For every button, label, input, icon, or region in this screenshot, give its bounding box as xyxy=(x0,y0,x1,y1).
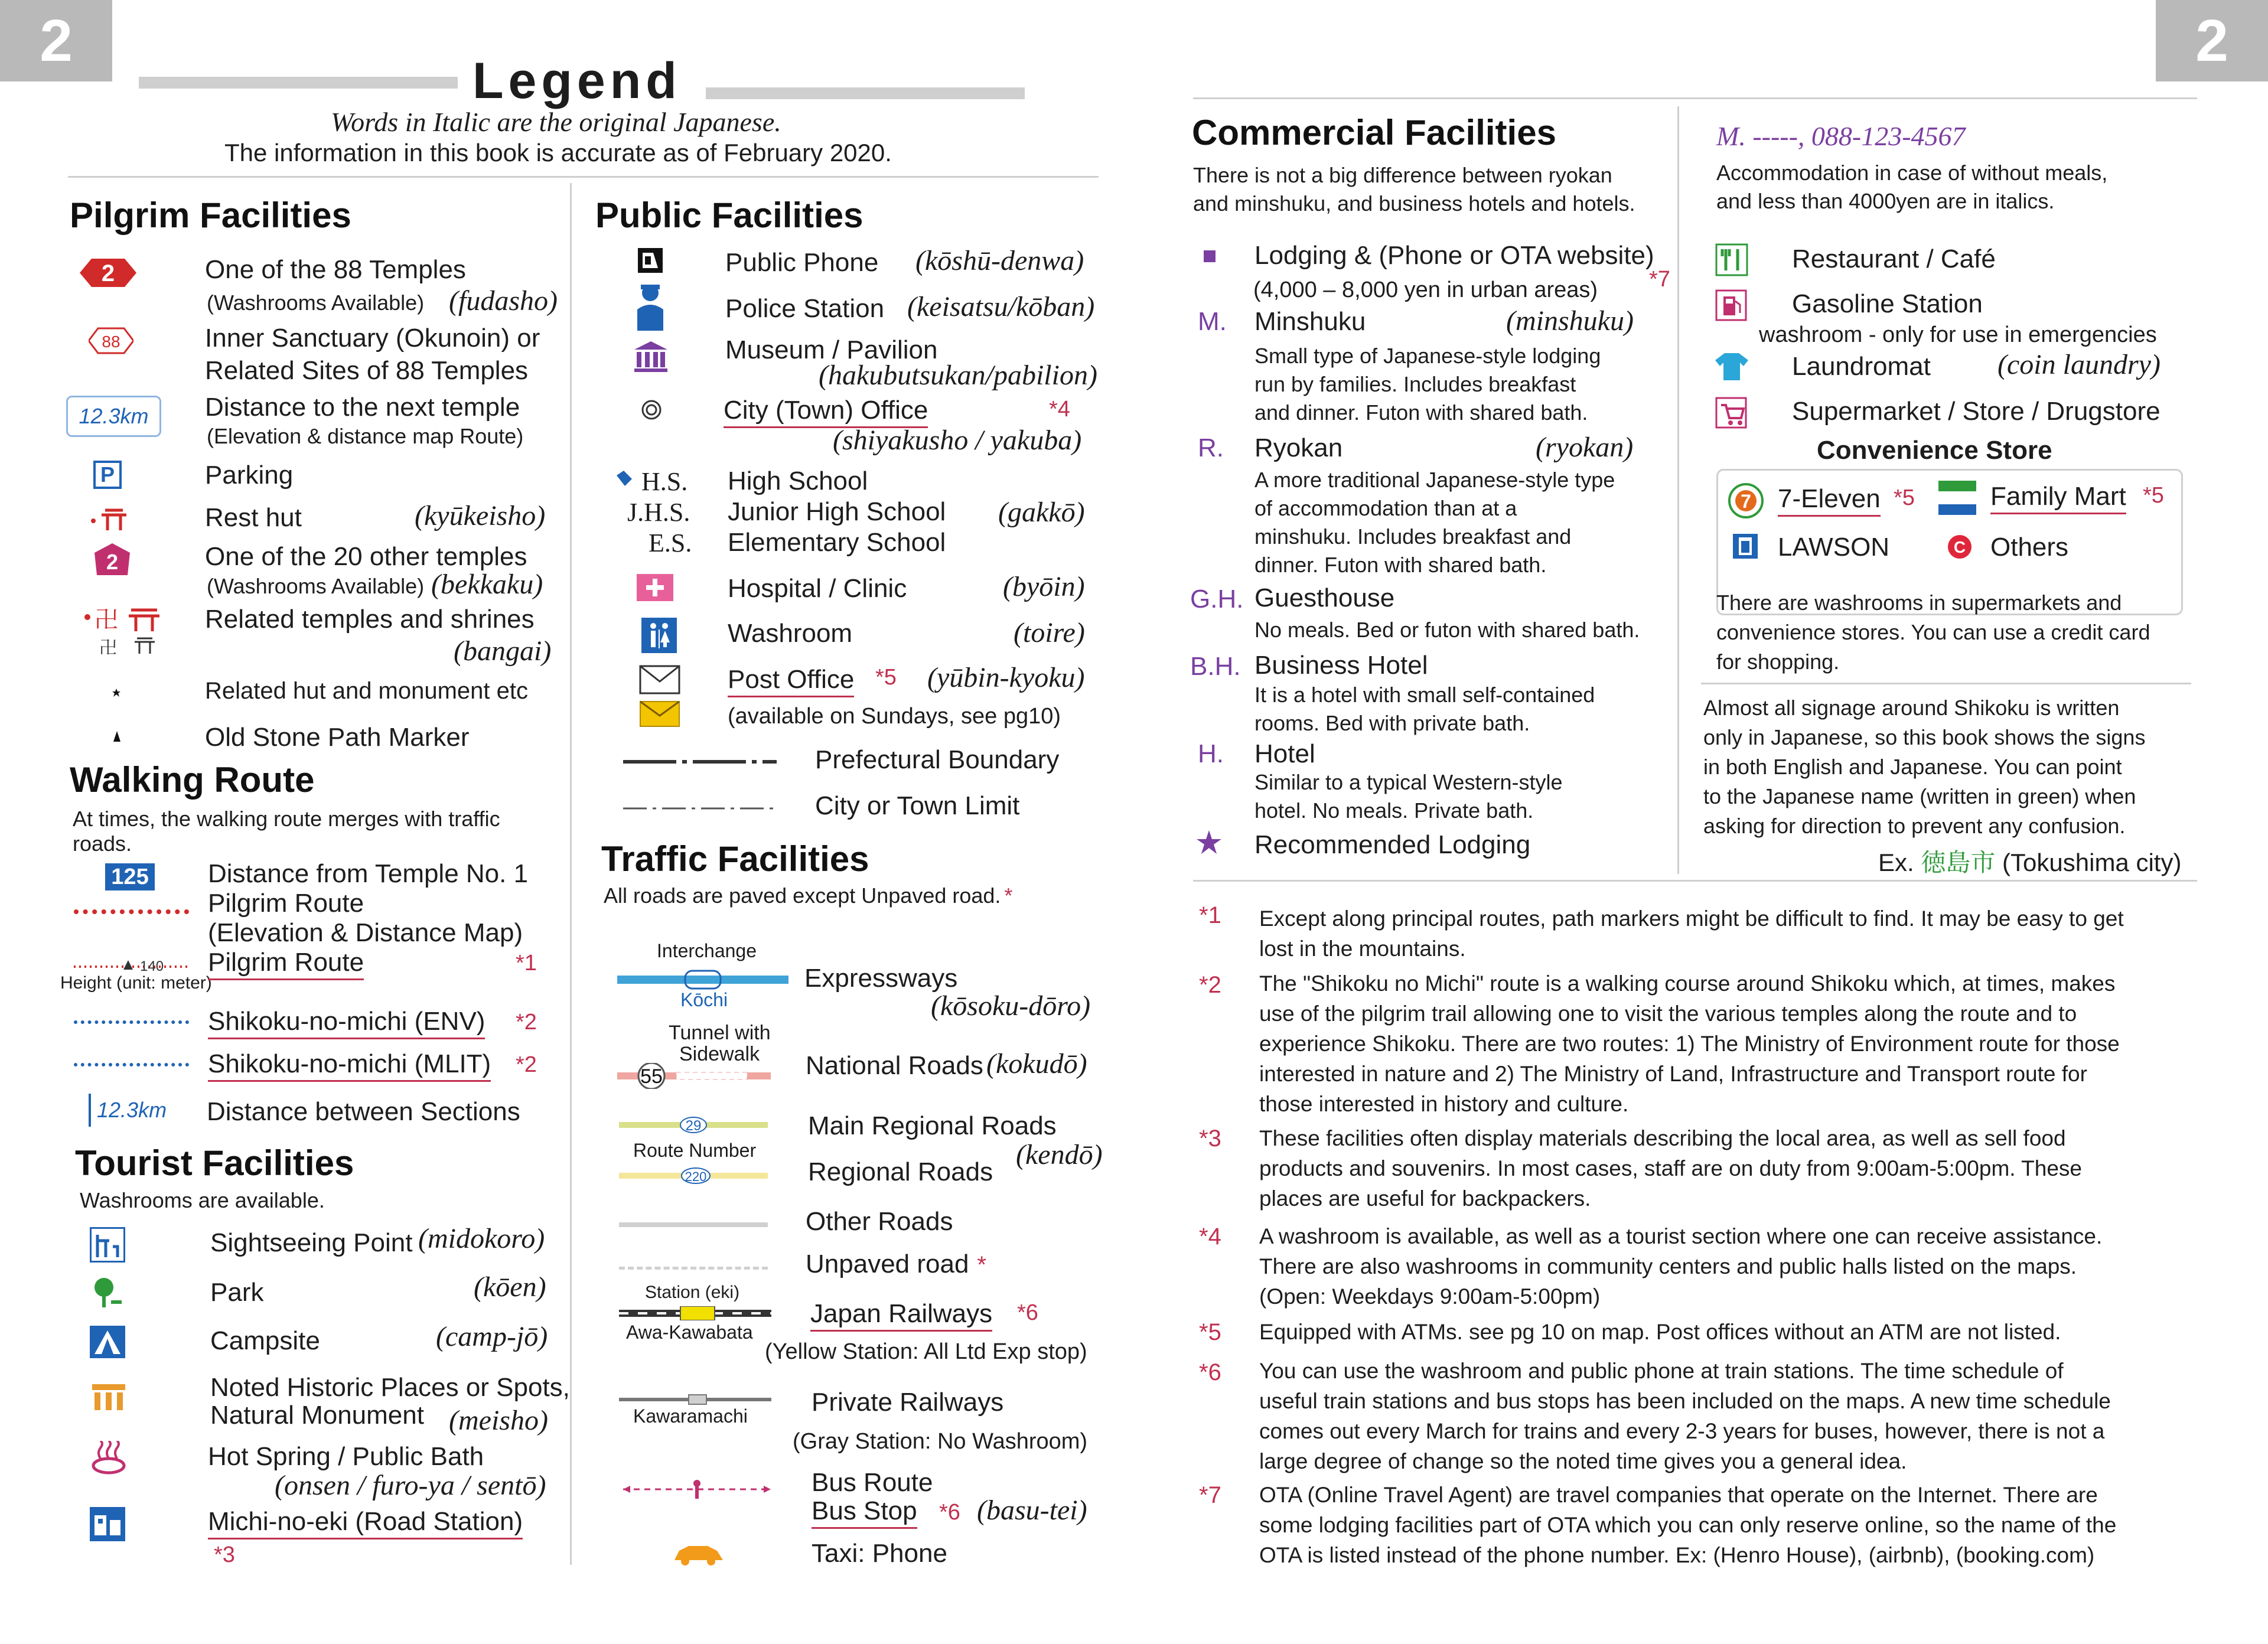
distance-next-temple-icon: 12.3km xyxy=(66,396,161,437)
tourist-item-campsite-jp: (camp-jō) xyxy=(436,1321,548,1352)
svg-text:2: 2 xyxy=(101,260,115,286)
traffic-item-bus-route: Bus Route xyxy=(812,1468,933,1497)
tourist-desc: Washrooms are available. xyxy=(80,1188,325,1212)
type-business-hotel-d2: rooms. Bed with private bath. xyxy=(1254,711,1530,735)
type-guesthouse: Guesthouse xyxy=(1254,583,1395,612)
pilgrim-item-rest-hut-jp: (kyūkeisho) xyxy=(415,500,546,531)
note-3-text: These facilities often display materials describing the local area, as well as sell food products and souvenirs. In most cases, staff are on duty from 9:00am-5:00pm. These places are useful for backpackers. xyxy=(1259,1126,2083,1211)
walking-item-shikoku-mlit: Shikoku-no-michi (MLIT) xyxy=(208,1049,491,1082)
sign-note-5: asking for direction to prevent any confusion. xyxy=(1703,814,2126,838)
interchange-label: Interchange xyxy=(657,940,757,961)
tourist-item-sightseeing-jp: (midokoro) xyxy=(418,1223,545,1254)
sign-note-3: in both English and Japanese. You can point xyxy=(1703,755,2122,779)
note-2-mark: *2 xyxy=(1199,972,1221,998)
pilgrim-item-okunoin: Inner Sanctuary (Okunoin) or xyxy=(205,324,540,353)
type-guesthouse-d1: No meals. Bed or futon with shared bath. xyxy=(1254,618,1640,642)
abbr-jhs: J.H.S. xyxy=(627,498,690,527)
right-item-supermarket: Supermarket / Store / Drugstore xyxy=(1792,397,2161,426)
legend-rule xyxy=(68,176,1099,178)
phone-note-1: Accommodation in case of without meals, xyxy=(1716,161,2108,185)
traffic-item-jr-sub: (Yellow Station: All Ltd Exp stop) xyxy=(765,1339,1087,1364)
city-limit-icon xyxy=(623,803,777,808)
tourist-item-historic: Noted Historic Places or Spots, xyxy=(210,1373,570,1402)
expressway-line-icon xyxy=(617,968,788,990)
post-office-sunday-icon xyxy=(639,700,680,728)
right-item-gasoline: Gasoline Station xyxy=(1792,289,1983,318)
traffic-item-national-jp: (kokudō) xyxy=(986,1048,1087,1079)
traffic-item-private-sub: (Gray Station: No Washroom) xyxy=(793,1429,1088,1454)
traffic-item-regional-jp: (kendō) xyxy=(1016,1139,1103,1170)
temple-distance-badge-icon: 125 xyxy=(105,863,155,891)
sidewalk-label: Sidewalk xyxy=(679,1043,760,1065)
right-item-gasoline-sub: washroom - only for use in emergencies xyxy=(1759,322,2157,347)
public-item-hospital-jp: (byōin) xyxy=(1003,571,1085,602)
route-number-label: Route Number xyxy=(633,1140,757,1161)
svg-text:140: 140 xyxy=(140,958,164,974)
abbr-minshuku: M. xyxy=(1198,307,1227,336)
type-ryokan-jp: (ryokan) xyxy=(1536,432,1634,463)
pilgrim-item-bekkaku-jp: (bekkaku) xyxy=(431,569,543,600)
abbr-es: E.S. xyxy=(649,529,692,557)
sign-note-1: Almost all signage around Shikoku is written xyxy=(1703,696,2120,720)
right-col-rule xyxy=(1701,683,2191,684)
hospital-icon xyxy=(637,570,673,601)
recommended-label: Recommended Lodging xyxy=(1254,830,1531,859)
pilgrim-item-temple-sub: (Washrooms Available) xyxy=(207,291,425,315)
public-item-washroom-jp: (toire) xyxy=(1014,617,1085,648)
traffic-item-private: Private Railways xyxy=(812,1388,1004,1417)
public-item-high-school: High School xyxy=(728,467,868,495)
svg-text:2: 2 xyxy=(106,550,119,574)
legend-bar-left xyxy=(139,77,458,89)
pilgrim-item-temple: One of the 88 Temples xyxy=(205,255,466,284)
svg-text:88: 88 xyxy=(102,332,120,351)
supermarket-icon xyxy=(1715,397,1747,429)
gasoline-icon xyxy=(1715,289,1747,321)
store-family-mart: Family Mart xyxy=(1990,482,2126,514)
traffic-item-jr: Japan Railways xyxy=(810,1299,992,1332)
tourist-item-road-station: Michi-no-eki (Road Station) xyxy=(208,1507,523,1539)
public-item-elementary: Elementary School xyxy=(728,528,946,557)
station-eki-label: Station (eki) xyxy=(645,1283,740,1302)
seven-eleven-icon xyxy=(1728,483,1764,518)
walking-item-shikoku-mlit-mark: *2 xyxy=(516,1052,537,1077)
stone-marker-icon xyxy=(113,731,120,742)
other-roads-icon xyxy=(619,1222,768,1227)
section-distance-icon: 12.3km xyxy=(89,1094,194,1127)
svg-text:55: 55 xyxy=(640,1065,663,1088)
store-seven-eleven-mark: *5 xyxy=(1894,485,1915,510)
public-item-city-office-jp: (shiyakusho / yakuba) xyxy=(833,425,1082,456)
walking-item-shikoku-env: Shikoku-no-michi (ENV) xyxy=(208,1007,485,1039)
public-item-museum: Museum / Pavilion xyxy=(725,335,938,364)
prefectural-boundary-icon xyxy=(623,757,777,763)
road-station-icon xyxy=(90,1507,125,1541)
pilgrim-item-distance-sub: (Elevation & distance map Route) xyxy=(207,424,524,448)
page-number-right: 2 xyxy=(2156,0,2268,81)
note-5-text: Equipped with ATMs. see pg 10 on map. Post offices without an ATM are not listed. xyxy=(1259,1320,2061,1344)
sign-note-2: only in Japanese, so this book shows the signs xyxy=(1703,725,2146,749)
lodging-sub: (4,000 – 8,000 yen in urban areas) xyxy=(1253,278,1598,302)
pilgrim-item-bekkaku: One of the 20 other temples xyxy=(205,542,527,571)
tourist-item-sightseeing: Sightseeing Point xyxy=(210,1228,413,1257)
type-hotel-d1: Similar to a typical Western-style xyxy=(1254,770,1563,794)
public-item-city-office: City (Town) Office xyxy=(724,396,928,428)
abbr-hs: H.S. xyxy=(641,467,688,496)
note-7-mark: *7 xyxy=(1199,1482,1221,1508)
public-item-school-jp: (gakkō) xyxy=(998,497,1085,528)
okunoin-icon xyxy=(89,326,133,355)
lodging-label: Lodging & (Phone or OTA website) xyxy=(1254,241,1654,270)
pilgrim-route-dotted-icon xyxy=(74,909,189,918)
temple-88-icon xyxy=(80,255,136,291)
traffic-item-expressway-jp: (kōsoku-dōro) xyxy=(931,990,1091,1022)
tourist-item-park: Park xyxy=(210,1278,264,1307)
commercial-desc-2: and minshuku, and business hotels and hotels. xyxy=(1193,191,1635,216)
note-1-text: Except along principal routes, path markers might be difficult to find. It may be easy to get lost in the mountains. xyxy=(1259,906,2124,961)
tourist-item-hot-spring: Hot Spring / Public Bath xyxy=(208,1442,484,1471)
traffic-item-expressway: Expressways xyxy=(804,964,958,993)
commercial-desc-1: There is not a big difference between ryokan xyxy=(1193,163,1612,187)
walking-item-section-distance: Distance between Sections xyxy=(207,1097,520,1126)
note-6-mark: *6 xyxy=(1199,1359,1221,1385)
tourist-item-hot-spring-jp: (onsen / furo-ya / sentō) xyxy=(275,1470,546,1501)
convenience-title: Convenience Store xyxy=(1817,436,2052,465)
type-minshuku-jp: (minshuku) xyxy=(1506,305,1634,337)
monument-icon xyxy=(112,689,120,697)
note-1-mark: *1 xyxy=(1199,902,1221,928)
notes-rule xyxy=(1193,880,2197,882)
main-regional-road-icon xyxy=(619,1115,768,1135)
walking-title: Walking Route xyxy=(70,760,315,800)
public-item-city-office-mark: *4 xyxy=(1049,397,1070,422)
note-3-mark: *3 xyxy=(1199,1126,1221,1152)
store-others: Others xyxy=(1990,533,2069,562)
note-4-mark: *4 xyxy=(1199,1224,1221,1250)
awa-kawabata-label: Awa-Kawabata xyxy=(626,1322,753,1343)
sightseeing-icon xyxy=(90,1227,125,1263)
type-ryokan: Ryokan xyxy=(1254,433,1343,462)
park-icon xyxy=(90,1276,125,1311)
traffic-item-bus-stop-jp: (basu-tei) xyxy=(977,1495,1087,1526)
abbr-hotel: H. xyxy=(1198,739,1224,768)
traffic-item-taxi: Taxi: Phone xyxy=(812,1539,947,1568)
type-hotel: Hotel xyxy=(1254,739,1315,768)
note-4-text: A washroom is available, as well as a tourist section where one can receive assistance. There are also washrooms in community centers and public halls listed on the maps. (Open: Weekdays 9:00am-5:00pm) xyxy=(1259,1224,2103,1309)
store-seven-eleven: 7-Eleven xyxy=(1778,484,1881,517)
hot-spring-icon xyxy=(90,1441,128,1475)
pilgrim-item-distance: Distance to the next temple xyxy=(205,393,520,422)
tourist-item-road-station-mark: *3 xyxy=(214,1542,235,1567)
walking-item-pilgrim-route-2-mark: *1 xyxy=(516,951,537,976)
type-business-hotel: Business Hotel xyxy=(1254,651,1428,680)
walking-item-elevation: (Elevation & Distance Map) xyxy=(208,918,523,947)
bangai-icon xyxy=(83,605,162,656)
walking-item-distance: Distance from Temple No. 1 xyxy=(208,859,529,888)
sign-note-4: to the Japanese name (written in green) when xyxy=(1703,784,2136,808)
right-item-laundromat: Laundromat xyxy=(1792,352,1931,381)
legend-bar-right xyxy=(706,87,1025,99)
abbr-guesthouse: G.H. xyxy=(1190,585,1244,614)
public-item-post-office: Post Office xyxy=(728,665,854,697)
type-minshuku-d2: run by families. Includes breakfast xyxy=(1254,372,1576,396)
pilgrim-item-monument: Related hut and monument etc xyxy=(205,678,529,704)
traffic-item-national: National Roads xyxy=(806,1051,983,1080)
type-minshuku-d3: and dinner. Futon with shared bath. xyxy=(1254,400,1588,425)
svg-text:220: 220 xyxy=(685,1169,707,1184)
svg-text:卍: 卍 xyxy=(94,606,118,634)
pilgrim-item-rest-hut: Rest hut xyxy=(205,503,302,532)
shikoku-env-line-icon xyxy=(74,1020,189,1028)
page-number-left: 2 xyxy=(0,0,112,81)
svg-text:29: 29 xyxy=(685,1118,702,1134)
traffic-title: Traffic Facilities xyxy=(601,839,869,879)
kawaramachi-label: Kawaramachi xyxy=(633,1405,748,1427)
svg-text:7: 7 xyxy=(1741,491,1751,512)
type-hotel-d2: hotel. No meals. Private bath. xyxy=(1254,798,1534,823)
walking-desc: At times, the walking route merges with traffic roads. xyxy=(73,807,500,856)
traffic-item-regional: Regional Roads xyxy=(808,1157,993,1186)
campsite-icon xyxy=(90,1326,125,1358)
divider-col1 xyxy=(570,183,572,1565)
historic-place-icon xyxy=(90,1382,128,1411)
tourist-item-campsite: Campsite xyxy=(210,1326,320,1355)
public-item-post-office-mark: *5 xyxy=(875,665,897,690)
rest-hut-icon xyxy=(89,503,136,533)
type-business-hotel-d1: It is a hotel with small self-contained xyxy=(1254,683,1595,707)
legend-subtitle-italic: Words in Italic are the original Japanese. xyxy=(331,107,781,137)
recommended-star-icon xyxy=(1197,830,1221,854)
commercial-title: Commercial Facilities xyxy=(1192,113,1556,152)
note-7-text: OTA (Online Travel Agent) are travel companies that operate on the Internet. There are some lodging facilities part of OTA which you can only reserve online, so the name of the OTA is listed instead of the phone number. Ex: (Henro House), (airbnb), (booking.com) xyxy=(1259,1483,2117,1567)
walking-item-pilgrim-route-2: Pilgrim Route xyxy=(208,948,364,980)
public-item-police: Police Station xyxy=(725,294,885,323)
height-unit-note: Height (unit: meter) xyxy=(60,973,212,993)
tourist-title: Tourist Facilities xyxy=(75,1143,354,1183)
wash-note-1: There are washrooms in supermarkets and xyxy=(1716,591,2122,615)
traffic-item-main-regional: Main Regional Roads xyxy=(808,1111,1057,1140)
type-ryokan-d2: of accommodation than at a xyxy=(1254,496,1517,520)
public-item-phone-jp: (kōshū-denwa) xyxy=(915,245,1084,276)
abbr-ryokan: R. xyxy=(1198,433,1224,462)
public-item-post-office-jp: (yūbin-kyoku) xyxy=(927,662,1085,693)
note-5-mark: *5 xyxy=(1199,1319,1221,1345)
public-item-museum-jp: (hakubutsukan/pabilion) xyxy=(819,360,1097,391)
traffic-item-other: Other Roads xyxy=(806,1207,953,1236)
example-line: Ex. 徳島市 (Tokushima city) xyxy=(1878,849,2182,876)
svg-text:C: C xyxy=(1953,538,1966,556)
top-rule-right xyxy=(1193,97,2197,99)
store-family-mart-mark: *5 xyxy=(2143,483,2164,508)
lodging-mark: *7 xyxy=(1649,267,1670,292)
museum-icon xyxy=(634,341,667,372)
pilgrim-item-temple-jp: (fudasho) xyxy=(449,285,558,317)
pilgrim-item-parking: Parking xyxy=(205,461,294,490)
abbr-business-hotel: B.H. xyxy=(1190,652,1241,681)
wash-note-2: convenience stores. You can use a credit card xyxy=(1716,620,2150,644)
bus-route-icon xyxy=(623,1476,771,1500)
pilgrim-item-bangai-jp: (bangai) xyxy=(454,635,552,667)
type-ryokan-d3: minshuku. Includes breakfast and xyxy=(1254,524,1572,549)
tourist-item-historic-2: Natural Monument xyxy=(210,1401,424,1430)
legend-subtitle: The information in this book is accurate as of February 2020. xyxy=(224,139,892,167)
legend-title: Legend xyxy=(472,53,682,109)
private-railways-icon xyxy=(619,1394,771,1405)
restaurant-icon xyxy=(1715,243,1748,276)
public-item-prefectural-boundary: Prefectural Boundary xyxy=(815,745,1060,774)
post-office-icon xyxy=(639,665,680,694)
parking-icon: P xyxy=(93,461,122,489)
shikoku-mlit-line-icon xyxy=(74,1063,189,1070)
unpaved-road-icon xyxy=(619,1267,768,1273)
type-minshuku-d1: Small type of Japanese-style lodging xyxy=(1254,344,1601,368)
family-mart-icon xyxy=(1938,481,1976,515)
pilgrim-title: Pilgrim Facilities xyxy=(70,195,351,235)
store-lawson: LAWSON xyxy=(1778,533,1890,562)
tourist-item-park-jp: (kōen) xyxy=(474,1271,546,1303)
phone-example: M. -----, 088-123-4567 xyxy=(1716,121,1966,151)
traffic-item-bus-stop: Bus Stop xyxy=(812,1496,917,1529)
city-office-icon xyxy=(641,399,662,420)
police-icon xyxy=(635,282,666,331)
public-item-hospital: Hospital / Clinic xyxy=(728,574,907,603)
traffic-item-bus-stop-mark: *6 xyxy=(939,1500,960,1525)
public-item-police-jp: (keisatsu/kōban) xyxy=(907,291,1095,322)
public-item-phone: Public Phone xyxy=(725,248,879,277)
tourist-item-historic-jp: (meisho) xyxy=(449,1405,548,1436)
pilgrim-item-bangai: Related temples and shrines xyxy=(205,605,535,634)
type-ryokan-d4: dinner. Futon with shared bath. xyxy=(1254,553,1547,577)
national-road-icon xyxy=(617,1063,771,1089)
tunnel-label: Tunnel with xyxy=(669,1022,771,1044)
public-item-post-office-sub: (available on Sundays, see pg10) xyxy=(728,704,1061,729)
divider-col3 xyxy=(1677,106,1679,874)
washroom-icon xyxy=(641,618,677,653)
right-item-restaurant: Restaurant / Café xyxy=(1792,244,1996,273)
public-title: Public Facilities xyxy=(595,195,863,235)
traffic-item-unpaved: Unpaved road * xyxy=(806,1250,986,1278)
pilgrim-item-stone-marker: Old Stone Path Marker xyxy=(205,723,470,752)
walking-item-shikoku-env-mark: *2 xyxy=(516,1010,537,1035)
wash-note-3: for shopping. xyxy=(1716,650,1840,674)
others-store-icon xyxy=(1947,534,1973,560)
note-6-text: You can use the washroom and public phone at train stations. The time schedule of useful train stations and bus stops has been included on the maps. A new time schedule comes out every March for trains and every 2-3 years for buses, however, there is not a large degree of change so the noted time gives you a general idea. xyxy=(1259,1359,2111,1473)
public-item-junior-high: Junior High School xyxy=(728,497,946,526)
right-item-laundromat-jp: (coin laundry) xyxy=(1997,349,2161,380)
bekkaku-icon xyxy=(93,542,131,576)
taxi-icon xyxy=(671,1542,725,1566)
laundromat-icon xyxy=(1714,352,1749,381)
note-2-text: The "Shikoku no Michi" route is a walking course around Shikoku which, at times, makes use of the pilgrim trail allowing one to visit the various temples along the route and to experience Shikoku. There are two routes: 1) The Ministry of Environment route for those interested in nature and 2) The Ministry of Land, Infrastructure and Transport route for those interested in history and culture. xyxy=(1259,971,2120,1116)
svg-text:卍: 卍 xyxy=(99,638,117,656)
phone-icon xyxy=(637,247,664,274)
traffic-desc: All roads are paved except Unpaved road. * xyxy=(604,883,1013,908)
traffic-item-jr-mark: *6 xyxy=(1017,1300,1038,1325)
type-ryokan-d1: A more traditional Japanese-style type xyxy=(1254,468,1615,492)
lawson-icon xyxy=(1731,531,1760,561)
regional-road-icon xyxy=(619,1166,768,1186)
walking-item-pilgrim-route: Pilgrim Route xyxy=(208,889,364,918)
phone-note-2: and less than 4000yen are in italics. xyxy=(1716,189,2055,213)
kochi-label: Kōchi xyxy=(680,989,728,1010)
school-icon xyxy=(614,469,633,488)
type-minshuku: Minshuku xyxy=(1254,307,1366,336)
lodging-square-icon xyxy=(1204,250,1216,262)
public-item-washroom: Washroom xyxy=(728,619,853,648)
pilgrim-item-bekkaku-sub: (Washrooms Available) xyxy=(207,574,425,598)
japan-railways-icon xyxy=(619,1306,771,1320)
pilgrim-item-okunoin-2: Related Sites of 88 Temples xyxy=(205,356,529,385)
public-item-city-limit: City or Town Limit xyxy=(815,791,1020,820)
